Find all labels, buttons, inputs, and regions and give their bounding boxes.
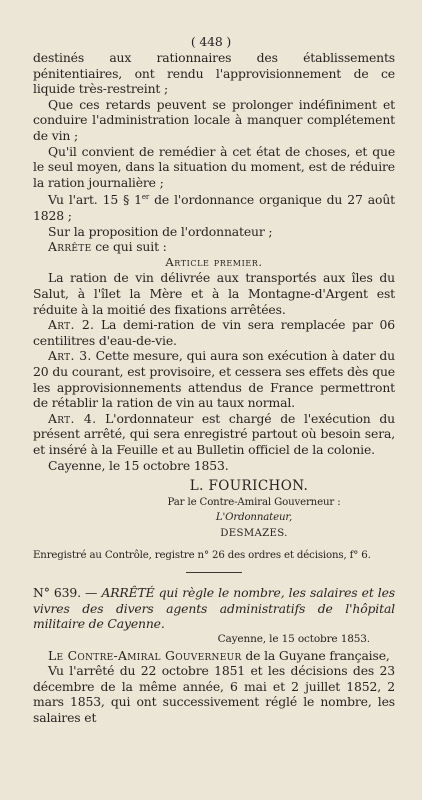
vu-art-text-end: de l'ordonnance organique du 27 août 1828 ; [33, 192, 395, 224]
section-divider [186, 572, 242, 573]
page-number: ( 448 ) [190, 34, 232, 49]
vu-art-superscript: er [141, 193, 150, 202]
art-4-text: L'ordonnateur est chargé de l'exécution du présent arrêté, qui sera enregistré partout où besoin sera, et inséré à la Feuille et au Bulletin officiel de la colonie. [33, 410, 395, 457]
paragraph-rationnaires: destinés aux rationnaires des établissements pénitentiaires, ont rendu l'approvisionnement de ce liquide très-restreint ; [33, 50, 395, 97]
art-2-label: Art. 2. [48, 317, 95, 333]
paragraph-arrete [33, 239, 395, 255]
arrete-word: Arrête [48, 239, 92, 255]
governor-rest: de la Guyane française, [241, 647, 390, 663]
decree-number: N° 639. [33, 585, 81, 601]
paragraph-retards: Que ces retards peuvent se prolonger indéfiniment et conduire l'administration locale à manquer complétement de vin ; [33, 96, 395, 143]
art-4-label: Art. 4. [48, 410, 97, 426]
signature-official: DESMAZES. [220, 527, 288, 539]
signature-by: Par le Contre-Amiral Gouverneur : [167, 496, 341, 508]
paragraph-art-4 [33, 411, 395, 458]
paragraph-ration: La ration de vin délivrée aux transportés aux îles du Salut, à l'îlet la Mère et à la Montagne-d'Argent est réduite à la moitié des fixations arrêtées. [33, 270, 395, 317]
decree-body [33, 50, 395, 725]
paragraph-vu-art [33, 190, 395, 223]
second-decree-date: Cayenne, le 15 octobre 1853. [217, 632, 370, 645]
governor-title: Le Contre-Amiral Gouverneur [48, 647, 242, 663]
second-decree-vu: Vu l'arrêté du 22 octobre 1851 et les décisions des 23 décembre de la même année, 6 mai et 2 juillet 1852, 2 mars 1853, qui ont successivement réglé le nombre, les salaires et [33, 663, 395, 725]
signature-role: L'Ordonnateur, [215, 512, 293, 524]
signature-name: L. FOURICHON. [189, 478, 309, 495]
second-decree-governor [33, 648, 395, 664]
paragraph-remedier: Qu'il convient de remédier à cet état de choses, et que le seul moyen, dans la situation du moment, est de réduire la ration journalière ; [33, 143, 395, 190]
paragraph-art-2 [33, 317, 395, 348]
arrete-rest: ce qui suit : [91, 239, 167, 255]
paragraph-date: Cayenne, le 15 octobre 1853. [48, 457, 229, 473]
article-premier-heading: Article premier. [165, 254, 263, 269]
decree-dash: — [80, 585, 102, 601]
decree-title-text: ARRÊTÉ qui règle le nombre, les salaires et les vivres des divers agents administratifs de l'hôpital militaire de Cayenne. [33, 585, 396, 632]
art-2-text: La demi-ration de vin sera remplacée par 06 centilitres d'eau-de-vie. [33, 317, 395, 348]
paragraph-art-3 [33, 348, 395, 410]
registration-note: Enregistré au Contrôle, registre n° 26 des ordres et décisions, f° 6. [33, 549, 371, 561]
paragraph-proposition: Sur la proposition de l'ordonnateur ; [48, 223, 273, 239]
second-decree-title [33, 585, 395, 632]
art-3-label: Art. 3. [48, 348, 92, 364]
art-3-text: Cette mesure, qui aura son exécution à dater du 20 du courant, est provisoire, et cessera ses effets dès que les approvisionnements attendus de France permettront de rétablir la ration de vin au taux normal. [33, 348, 395, 411]
vu-art-text: Vu l'art. 15 § 1 [48, 192, 142, 208]
